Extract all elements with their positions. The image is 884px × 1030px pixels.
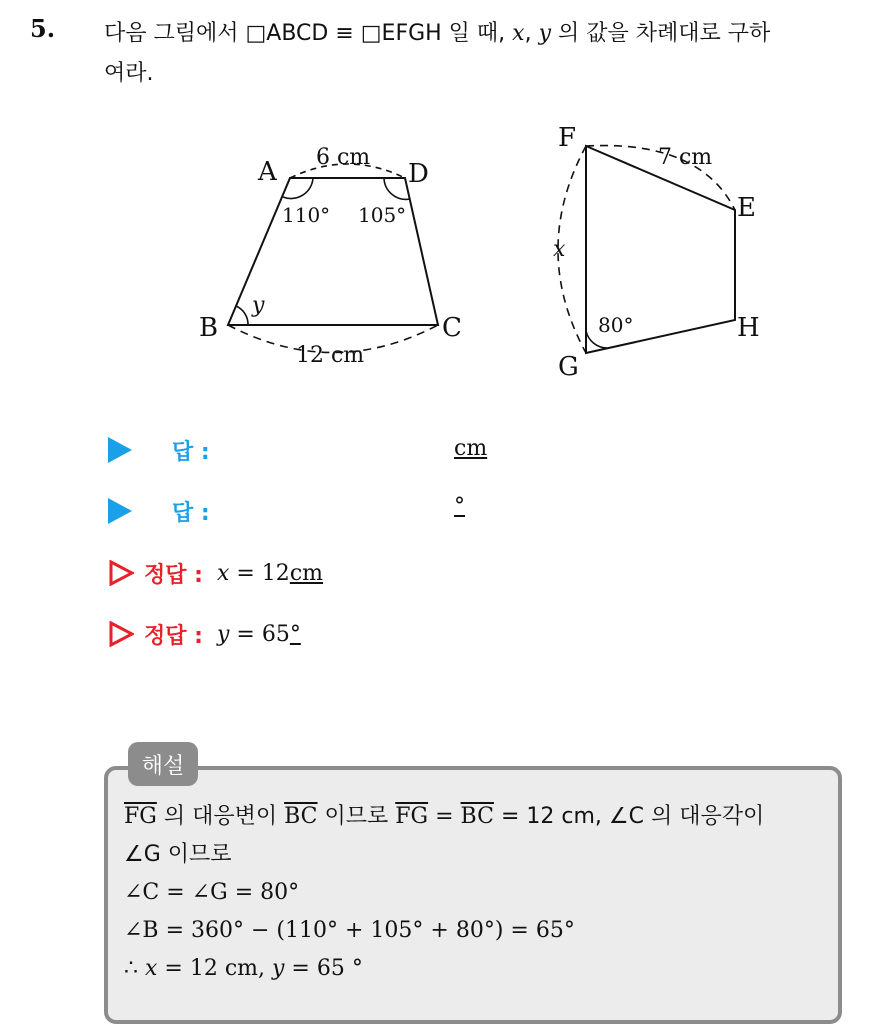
label-c: C bbox=[442, 313, 462, 343]
angle-mark-a bbox=[283, 178, 313, 199]
explanation-line-5 bbox=[124, 950, 834, 988]
label-side-fe: 7 cm bbox=[658, 145, 713, 170]
label-d: D bbox=[408, 159, 429, 189]
label-angle-d: 105° bbox=[358, 203, 407, 227]
play-icon bbox=[108, 437, 132, 463]
answer-unit-2[interactable]: ° bbox=[454, 494, 465, 519]
figures bbox=[0, 0, 884, 420]
explanation-line-4: ∠B = 360° − (110° + 105° + 80°) = 65° bbox=[124, 918, 575, 943]
correct-eq: = 12 bbox=[229, 560, 290, 586]
outline-play-icon bbox=[108, 560, 134, 586]
answer-row-1 bbox=[108, 430, 210, 470]
explanation-text bbox=[124, 798, 834, 988]
label-b: B bbox=[199, 313, 219, 343]
answer-unit-1[interactable]: cm bbox=[454, 436, 488, 461]
label-a: A bbox=[258, 157, 277, 187]
therefore: ∴ bbox=[124, 956, 145, 981]
exp-text: = 12 cm, bbox=[157, 956, 272, 981]
question-line-2: 여라. bbox=[104, 61, 154, 86]
answer-label: 답 : bbox=[172, 439, 210, 465]
correct-unit: ° bbox=[289, 621, 301, 647]
exp-text: = 12 cm, ∠C 의 대응각이 bbox=[493, 804, 765, 829]
question-sep: , bbox=[524, 21, 539, 46]
exp-text: 의 대응변이 bbox=[156, 804, 285, 829]
label-side-fg: x bbox=[553, 237, 566, 262]
var-x: x bbox=[512, 21, 525, 46]
segment-fg: $\overline{FG}$ bbox=[124, 804, 157, 829]
var-y: y bbox=[538, 21, 552, 46]
question-prefix: 다음 그림에서 □ABCD ≡ □EFGH 일 때, bbox=[104, 21, 513, 46]
answer-row-2 bbox=[108, 491, 210, 531]
label-e: E bbox=[737, 193, 756, 223]
correct-unit: cm bbox=[289, 560, 323, 586]
segment-bc: $\overline{BC}$ bbox=[460, 804, 494, 829]
explanation-line-1 bbox=[124, 798, 834, 836]
label-h: H bbox=[737, 313, 760, 343]
angle-mark-b bbox=[236, 306, 248, 325]
question-suffix: 의 값을 차례대로 구하 bbox=[551, 21, 771, 46]
var-y: y bbox=[272, 956, 285, 981]
label-angle-b: y bbox=[252, 293, 265, 318]
outline-play-icon bbox=[108, 621, 134, 647]
exp-text: = bbox=[428, 804, 461, 829]
explanation-line-3: ∠C = ∠G = 80° bbox=[124, 880, 300, 905]
figure-abcd bbox=[199, 145, 462, 368]
correct-var: y bbox=[216, 621, 230, 647]
correct-row-2 bbox=[108, 614, 301, 654]
label-bottom-side: 12 cm bbox=[296, 343, 365, 368]
segment-bc: $\overline{BC}$ bbox=[284, 804, 318, 829]
correct-var: x bbox=[216, 560, 230, 586]
play-icon bbox=[108, 498, 132, 524]
correct-row-1 bbox=[108, 553, 323, 593]
answer-label: 답 : bbox=[172, 500, 210, 526]
label-top-side: 6 cm bbox=[316, 145, 371, 170]
exp-text: = 65 ° bbox=[284, 956, 363, 981]
exp-text: 이므로 bbox=[317, 804, 396, 829]
figure-efgh bbox=[553, 123, 760, 382]
segment-fg: $\overline{FG}$ bbox=[395, 804, 429, 829]
explanation-line-2: ∠G 이므로 bbox=[124, 842, 232, 867]
label-g: G bbox=[558, 352, 579, 382]
label-angle-g: 80° bbox=[598, 313, 634, 337]
correct-value-2 bbox=[217, 622, 301, 647]
var-x: x bbox=[145, 956, 158, 981]
label-angle-a: 110° bbox=[282, 203, 331, 227]
explanation-tag: 해설 bbox=[128, 742, 198, 786]
correct-value-1 bbox=[217, 561, 323, 586]
correct-eq: = 65 bbox=[229, 621, 290, 647]
correct-label: 정답 : bbox=[144, 623, 203, 649]
label-f: F bbox=[558, 123, 577, 153]
question-number: 5. bbox=[30, 14, 56, 43]
correct-label: 정답 : bbox=[144, 562, 203, 588]
